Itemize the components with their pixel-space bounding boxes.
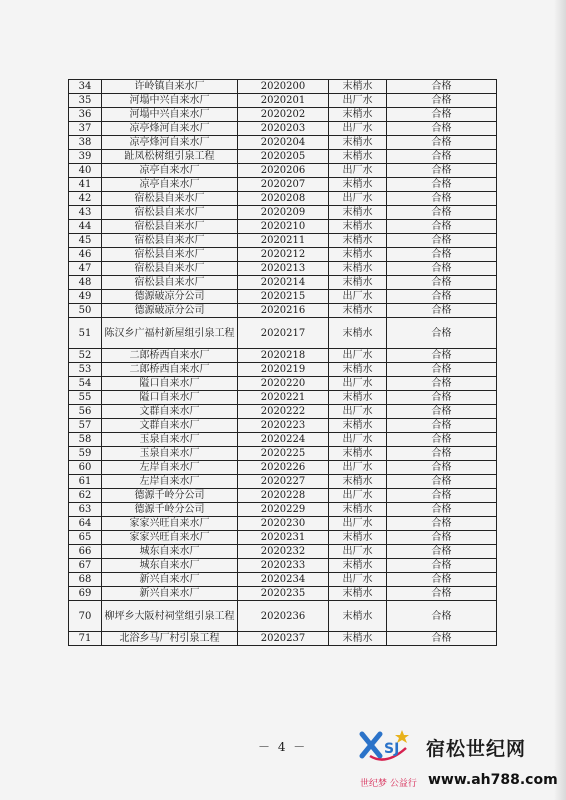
water-type-cell: 出厂水 <box>329 94 387 108</box>
table-row <box>69 318 497 349</box>
water-type-cell: 末梢水 <box>329 632 387 646</box>
water-type-cell: 末梢水 <box>329 234 387 248</box>
result-cell: 合格 <box>387 475 497 489</box>
result-cell: 合格 <box>387 136 497 150</box>
table-row <box>69 433 497 447</box>
row-number-cell: 41 <box>69 178 102 192</box>
water-plant-cell: 凉亭烽河自来水厂 <box>102 122 238 136</box>
sample-code-cell: 2020217 <box>238 318 329 349</box>
sample-code-cell: 2020228 <box>238 489 329 503</box>
water-type-cell: 末梢水 <box>329 587 387 601</box>
row-number-cell: 52 <box>69 349 102 363</box>
sample-code-cell: 2020224 <box>238 433 329 447</box>
logo-x-mark <box>362 734 380 756</box>
water-type-cell: 出厂水 <box>329 461 387 475</box>
water-type-cell: 出厂水 <box>329 545 387 559</box>
result-cell: 合格 <box>387 318 497 349</box>
table-row <box>69 192 497 206</box>
water-type-cell: 末梢水 <box>329 136 387 150</box>
result-cell: 合格 <box>387 433 497 447</box>
result-cell: 合格 <box>387 248 497 262</box>
result-cell: 合格 <box>387 573 497 587</box>
sample-code-cell: 2020215 <box>238 290 329 304</box>
water-plant-cell: 新兴自来水厂 <box>102 587 238 601</box>
table-row <box>69 377 497 391</box>
table-row <box>69 290 497 304</box>
water-plant-cell: 德源千岭分公司 <box>102 503 238 517</box>
water-plant-cell: 河塌中兴自来水厂 <box>102 94 238 108</box>
water-plant-cell: 许岭镇自来水厂 <box>102 80 238 94</box>
water-type-cell: 出厂水 <box>329 192 387 206</box>
result-cell: 合格 <box>387 461 497 475</box>
row-number-cell: 37 <box>69 122 102 136</box>
table-row <box>69 304 497 318</box>
table-row <box>69 262 497 276</box>
water-type-cell: 末梢水 <box>329 304 387 318</box>
table-row <box>69 363 497 377</box>
result-cell: 合格 <box>387 517 497 531</box>
water-type-cell: 出厂水 <box>329 405 387 419</box>
result-cell: 合格 <box>387 405 497 419</box>
water-plant-cell: 宿松县自来水厂 <box>102 192 238 206</box>
row-number-cell: 59 <box>69 447 102 461</box>
sample-code-cell: 2020236 <box>238 601 329 632</box>
sample-code-cell: 2020237 <box>238 632 329 646</box>
result-cell: 合格 <box>387 290 497 304</box>
result-cell: 合格 <box>387 122 497 136</box>
result-cell: 合格 <box>387 276 497 290</box>
result-cell: 合格 <box>387 192 497 206</box>
result-cell: 合格 <box>387 234 497 248</box>
table-row <box>69 276 497 290</box>
result-cell: 合格 <box>387 545 497 559</box>
sample-code-cell: 2020234 <box>238 573 329 587</box>
water-type-cell: 末梢水 <box>329 150 387 164</box>
water-plant-cell: 德源破凉分公司 <box>102 290 238 304</box>
table-row <box>69 178 497 192</box>
row-number-cell: 66 <box>69 545 102 559</box>
logo-letters: SJ <box>384 741 400 757</box>
sample-code-cell: 2020226 <box>238 461 329 475</box>
table-row <box>69 545 497 559</box>
water-plant-cell: 河塌中兴自来水厂 <box>102 108 238 122</box>
water-type-cell: 末梢水 <box>329 178 387 192</box>
row-number-cell: 58 <box>69 433 102 447</box>
water-type-cell: 末梢水 <box>329 601 387 632</box>
sample-code-cell: 2020220 <box>238 377 329 391</box>
result-cell: 合格 <box>387 164 497 178</box>
sample-code-cell: 2020232 <box>238 545 329 559</box>
result-cell: 合格 <box>387 349 497 363</box>
row-number-cell: 47 <box>69 262 102 276</box>
water-type-cell: 出厂水 <box>329 517 387 531</box>
sample-code-cell: 2020229 <box>238 503 329 517</box>
sample-code-cell: 2020213 <box>238 262 329 276</box>
result-cell: 合格 <box>387 150 497 164</box>
row-number-cell: 50 <box>69 304 102 318</box>
table-row <box>69 248 497 262</box>
water-type-cell: 末梢水 <box>329 503 387 517</box>
result-cell: 合格 <box>387 391 497 405</box>
water-type-cell: 出厂水 <box>329 433 387 447</box>
water-type-cell: 末梢水 <box>329 391 387 405</box>
water-plant-cell: 柳坪乡大阪村祠堂组引泉工程 <box>102 601 238 632</box>
result-cell: 合格 <box>387 489 497 503</box>
water-plant-cell: 二郎桥西自来水厂 <box>102 363 238 377</box>
table-row <box>69 122 497 136</box>
table-row <box>69 419 497 433</box>
row-number-cell: 44 <box>69 220 102 234</box>
sample-code-cell: 2020204 <box>238 136 329 150</box>
sample-code-cell: 2020222 <box>238 405 329 419</box>
result-cell: 合格 <box>387 108 497 122</box>
row-number-cell: 48 <box>69 276 102 290</box>
table-row <box>69 94 497 108</box>
sample-code-cell: 2020202 <box>238 108 329 122</box>
water-plant-cell: 左岸自来水厂 <box>102 461 238 475</box>
table-row <box>69 517 497 531</box>
table-row <box>69 503 497 517</box>
row-number-cell: 42 <box>69 192 102 206</box>
table-row <box>69 447 497 461</box>
water-plant-cell: 凉亭自来水厂 <box>102 178 238 192</box>
water-type-cell: 出厂水 <box>329 573 387 587</box>
water-type-cell: 末梢水 <box>329 318 387 349</box>
sample-code-cell: 2020212 <box>238 248 329 262</box>
sample-code-cell: 2020201 <box>238 94 329 108</box>
sample-code-cell: 2020206 <box>238 164 329 178</box>
result-cell: 合格 <box>387 601 497 632</box>
row-number-cell: 61 <box>69 475 102 489</box>
sample-code-cell: 2020210 <box>238 220 329 234</box>
row-number-cell: 69 <box>69 587 102 601</box>
table-row <box>69 150 497 164</box>
page-number: － 4 － <box>258 740 308 754</box>
table-row <box>69 349 497 363</box>
water-plant-cell: 北浴乡马厂村引泉工程 <box>102 632 238 646</box>
row-number-cell: 57 <box>69 419 102 433</box>
water-plant-cell: 家家兴旺自来水厂 <box>102 517 238 531</box>
watermark-title: 宿松世纪网 <box>426 738 527 760</box>
row-number-cell: 54 <box>69 377 102 391</box>
table-row <box>69 80 497 94</box>
row-number-cell: 45 <box>69 234 102 248</box>
result-cell: 合格 <box>387 531 497 545</box>
result-cell: 合格 <box>387 304 497 318</box>
water-plant-cell: 新兴自来水厂 <box>102 573 238 587</box>
water-plant-cell: 左岸自来水厂 <box>102 475 238 489</box>
result-cell: 合格 <box>387 80 497 94</box>
sample-code-cell: 2020227 <box>238 475 329 489</box>
water-type-cell: 末梢水 <box>329 447 387 461</box>
water-plant-cell: 趾凤松树组引泉工程 <box>102 150 238 164</box>
row-number-cell: 71 <box>69 632 102 646</box>
table-row <box>69 573 497 587</box>
water-type-cell: 末梢水 <box>329 262 387 276</box>
sample-code-cell: 2020203 <box>238 122 329 136</box>
row-number-cell: 70 <box>69 601 102 632</box>
water-type-cell: 末梢水 <box>329 248 387 262</box>
table-row <box>69 531 497 545</box>
sample-code-cell: 2020219 <box>238 363 329 377</box>
row-number-cell: 68 <box>69 573 102 587</box>
sample-code-cell: 2020205 <box>238 150 329 164</box>
result-cell: 合格 <box>387 262 497 276</box>
water-type-cell: 出厂水 <box>329 290 387 304</box>
water-plant-cell: 宿松县自来水厂 <box>102 234 238 248</box>
table-row <box>69 489 497 503</box>
result-cell: 合格 <box>387 220 497 234</box>
row-number-cell: 39 <box>69 150 102 164</box>
result-cell: 合格 <box>387 559 497 573</box>
sample-code-cell: 2020218 <box>238 349 329 363</box>
table-row <box>69 164 497 178</box>
water-plant-cell: 玉泉自来水厂 <box>102 433 238 447</box>
sj-logo-icon <box>356 726 416 766</box>
water-plant-cell: 宿松县自来水厂 <box>102 206 238 220</box>
table-row <box>69 391 497 405</box>
result-cell: 合格 <box>387 419 497 433</box>
table-row <box>69 108 497 122</box>
row-number-cell: 56 <box>69 405 102 419</box>
row-number-cell: 65 <box>69 531 102 545</box>
water-type-cell: 末梢水 <box>329 108 387 122</box>
result-cell: 合格 <box>387 447 497 461</box>
row-number-cell: 40 <box>69 164 102 178</box>
result-cell: 合格 <box>387 363 497 377</box>
row-number-cell: 36 <box>69 108 102 122</box>
page-edge-shadow <box>554 0 566 800</box>
water-type-cell: 末梢水 <box>329 276 387 290</box>
water-plant-cell: 隘口自来水厂 <box>102 377 238 391</box>
water-type-cell: 出厂水 <box>329 349 387 363</box>
water-plant-cell: 城东自来水厂 <box>102 545 238 559</box>
result-cell: 合格 <box>387 178 497 192</box>
row-number-cell: 64 <box>69 517 102 531</box>
water-quality-table <box>68 79 497 646</box>
sample-code-cell: 2020230 <box>238 517 329 531</box>
water-type-cell: 末梢水 <box>329 559 387 573</box>
table-row <box>69 405 497 419</box>
water-plant-cell: 隘口自来水厂 <box>102 391 238 405</box>
result-cell: 合格 <box>387 587 497 601</box>
sample-code-cell: 2020216 <box>238 304 329 318</box>
sample-code-cell: 2020208 <box>238 192 329 206</box>
result-cell: 合格 <box>387 632 497 646</box>
table-row <box>69 632 497 646</box>
row-number-cell: 63 <box>69 503 102 517</box>
row-number-cell: 62 <box>69 489 102 503</box>
water-type-cell: 末梢水 <box>329 220 387 234</box>
table-row <box>69 475 497 489</box>
row-number-cell: 53 <box>69 363 102 377</box>
water-plant-cell: 玉泉自来水厂 <box>102 447 238 461</box>
sample-code-cell: 2020223 <box>238 419 329 433</box>
sample-code-cell: 2020231 <box>238 531 329 545</box>
row-number-cell: 43 <box>69 206 102 220</box>
table-row <box>69 206 497 220</box>
water-plant-cell: 凉亭自来水厂 <box>102 164 238 178</box>
row-number-cell: 38 <box>69 136 102 150</box>
table-body <box>69 80 497 646</box>
water-plant-cell: 宿松县自来水厂 <box>102 262 238 276</box>
row-number-cell: 35 <box>69 94 102 108</box>
water-type-cell: 末梢水 <box>329 80 387 94</box>
water-type-cell: 出厂水 <box>329 377 387 391</box>
water-type-cell: 末梢水 <box>329 475 387 489</box>
water-type-cell: 出厂水 <box>329 164 387 178</box>
water-plant-cell: 宿松县自来水厂 <box>102 276 238 290</box>
water-plant-cell: 宿松县自来水厂 <box>102 220 238 234</box>
water-type-cell: 末梢水 <box>329 419 387 433</box>
row-number-cell: 34 <box>69 80 102 94</box>
sample-code-cell: 2020211 <box>238 234 329 248</box>
result-cell: 合格 <box>387 503 497 517</box>
water-type-cell: 出厂水 <box>329 489 387 503</box>
sample-code-cell: 2020214 <box>238 276 329 290</box>
row-number-cell: 67 <box>69 559 102 573</box>
watermark-slogan: 世纪梦 公益行 <box>360 779 417 789</box>
table-row <box>69 587 497 601</box>
table-row <box>69 220 497 234</box>
water-plant-cell: 德源千岭分公司 <box>102 489 238 503</box>
water-plant-cell: 宿松县自来水厂 <box>102 248 238 262</box>
result-cell: 合格 <box>387 206 497 220</box>
water-type-cell: 末梢水 <box>329 206 387 220</box>
table-row <box>69 559 497 573</box>
sample-code-cell: 2020221 <box>238 391 329 405</box>
water-plant-cell: 文群自来水厂 <box>102 419 238 433</box>
water-plant-cell: 陈汉乡广福村新屋组引泉工程 <box>102 318 238 349</box>
row-number-cell: 51 <box>69 318 102 349</box>
water-type-cell: 出厂水 <box>329 122 387 136</box>
water-plant-cell: 文群自来水厂 <box>102 405 238 419</box>
watermark-url: www.ah788.com <box>428 772 558 788</box>
sample-code-cell: 2020200 <box>238 80 329 94</box>
result-cell: 合格 <box>387 94 497 108</box>
water-plant-cell: 德源破凉分公司 <box>102 304 238 318</box>
water-plant-cell: 家家兴旺自来水厂 <box>102 531 238 545</box>
row-number-cell: 49 <box>69 290 102 304</box>
table-row <box>69 234 497 248</box>
sample-code-cell: 2020233 <box>238 559 329 573</box>
row-number-cell: 46 <box>69 248 102 262</box>
sample-code-cell: 2020235 <box>238 587 329 601</box>
table-row <box>69 461 497 475</box>
table-row <box>69 136 497 150</box>
sample-code-cell: 2020207 <box>238 178 329 192</box>
water-type-cell: 末梢水 <box>329 363 387 377</box>
water-plant-cell: 凉亭烽河自来水厂 <box>102 136 238 150</box>
row-number-cell: 55 <box>69 391 102 405</box>
sample-code-cell: 2020209 <box>238 206 329 220</box>
site-watermark <box>356 726 556 796</box>
water-plant-cell: 二郎桥西自来水厂 <box>102 349 238 363</box>
sample-code-cell: 2020225 <box>238 447 329 461</box>
table-row <box>69 601 497 632</box>
result-cell: 合格 <box>387 377 497 391</box>
row-number-cell: 60 <box>69 461 102 475</box>
water-plant-cell: 城东自来水厂 <box>102 559 238 573</box>
water-type-cell: 末梢水 <box>329 531 387 545</box>
